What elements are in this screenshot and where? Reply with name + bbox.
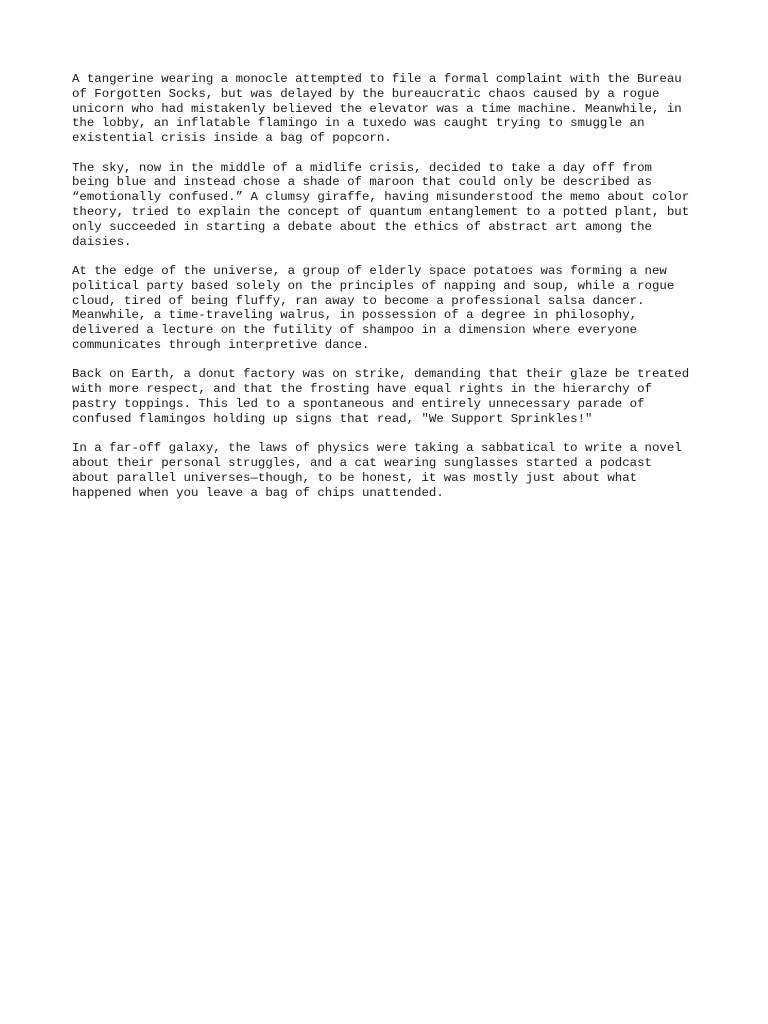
paragraph-line: only succeeded in starting a debate about the ethics of abstract art among the — [72, 219, 652, 234]
paragraph-line: In a far-off galaxy, the laws of physics were taking a sabbatical to write a novel — [72, 441, 682, 456]
paragraph-line: about their personal struggles, and a cat wearing sunglasses started a podcast — [72, 455, 652, 470]
document-body — [72, 72, 702, 515]
paragraph-line: At the edge of the universe, a group of elderly space potatoes was forming a new — [72, 263, 667, 278]
paragraph-2 — [72, 161, 702, 250]
paragraph-line: of Forgotten Socks, but was delayed by the bureaucratic chaos caused by a rogue — [72, 86, 660, 101]
paragraph-line: unicorn who had mistakenly believed the elevator was a time machine. Meanwhile, in — [72, 101, 682, 116]
paragraph-1 — [72, 72, 702, 146]
paragraph-line: “emotionally confused.” A clumsy giraffe, having misunderstood the memo about color — [72, 190, 690, 205]
paragraph-line: being blue and instead chose a shade of maroon that could only be described as — [72, 175, 652, 190]
paragraph-line: The sky, now in the middle of a midlife crisis, decided to take a day off from — [72, 160, 652, 175]
paragraph-3 — [72, 264, 702, 353]
paragraph-4 — [72, 367, 702, 426]
paragraph-line: about parallel universes—though, to be honest, it was mostly just about what — [72, 470, 638, 485]
paragraph-line: theory, tried to explain the concept of quantum entanglement to a potted plant, but — [72, 204, 690, 219]
paragraph-line: Back on Earth, a donut factory was on strike, demanding that their glaze be treated — [72, 367, 690, 382]
paragraph-line: political party based solely on the principles of napping and soup, while a rogue — [72, 278, 675, 293]
paragraph-line: the lobby, an inflatable flamingo in a tuxedo was caught trying to smuggle an — [72, 116, 645, 131]
paragraph-line: existential crisis inside a bag of popcorn. — [72, 131, 392, 146]
paragraph-line: pastry toppings. This led to a spontaneous and entirely unnecessary parade of — [72, 396, 645, 411]
paragraph-line: confused flamingos holding up signs that read, "We Support Sprinkles!" — [72, 411, 593, 426]
paragraph-5 — [72, 441, 702, 500]
paragraph-line: daisies. — [72, 234, 132, 249]
paragraph-line: delivered a lecture on the futility of shampoo in a dimension where everyone — [72, 323, 638, 338]
paragraph-line: cloud, tired of being fluffy, ran away to become a professional salsa dancer. — [72, 293, 645, 308]
paragraph-line: Meanwhile, a time-traveling walrus, in possession of a degree in philosophy, — [72, 308, 638, 323]
paragraph-line: communicates through interpretive dance. — [72, 337, 370, 352]
paragraph-line: with more respect, and that the frosting have equal rights in the hierarchy of — [72, 382, 652, 397]
paragraph-line: A tangerine wearing a monocle attempted to file a formal complaint with the Bureau — [72, 72, 682, 86]
paragraph-line: happened when you leave a bag of chips unattended. — [72, 485, 444, 500]
